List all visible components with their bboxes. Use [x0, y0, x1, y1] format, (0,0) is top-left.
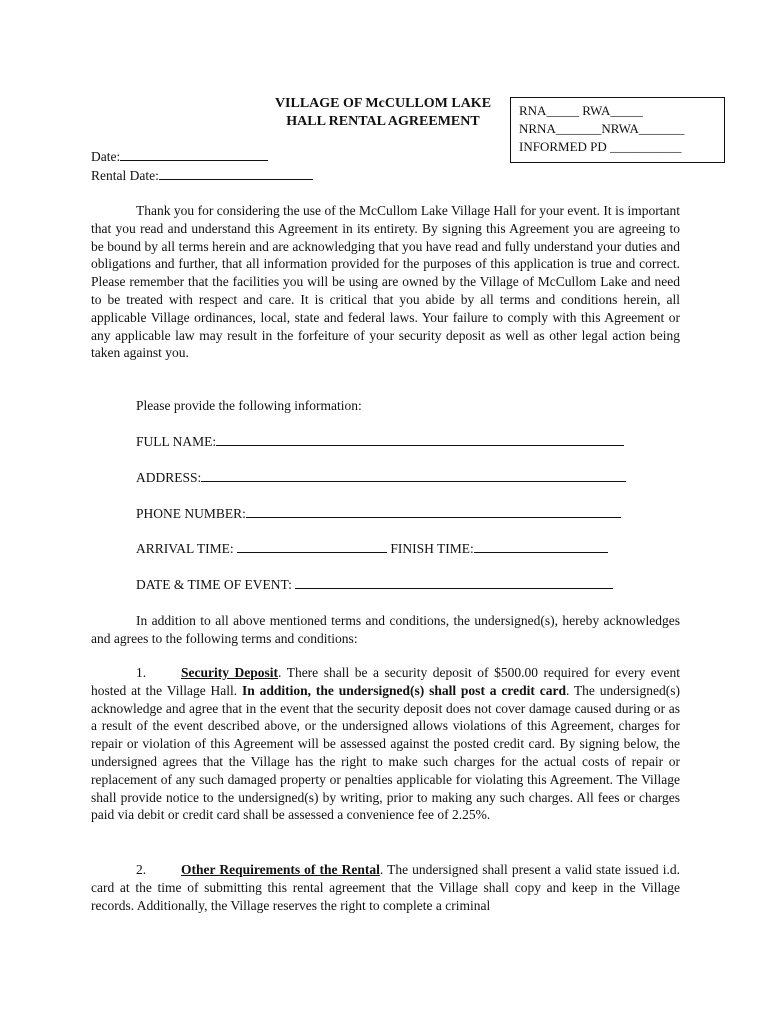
office-use-line-3: INFORMED PD ___________	[519, 139, 682, 154]
event-blank[interactable]	[295, 576, 613, 589]
finish-blank[interactable]	[474, 540, 608, 553]
full-name-label: FULL NAME:	[136, 434, 217, 449]
rental-date-field	[91, 166, 313, 185]
date-fields	[91, 147, 313, 185]
document-title	[255, 95, 511, 131]
term-1-text-b: . The undersigned(s) acknowledge and agree that in the event that the security deposit does not cover damage caused during or as a result of the event described above, or the undersigned allows violations of this Agreement, charges for repair or violation of this Agreement will be assessed against the posted credit card. By signing below, the undersigned agrees that the Village has the right to make such charges for the actual costs of repair or replacement of any such damaged property or penalties applicable for violating this Agreement. The Village shall provide notice to the undersigned(s) by writing, prior to making any such charges. All fees or charges paid via debit or credit card shall be assessed a convenience fee of 2.25%.	[91, 682, 680, 823]
full-name-field	[136, 433, 624, 450]
phone-field	[136, 505, 621, 522]
full-name-blank[interactable]	[216, 433, 624, 446]
intro-paragraph: Thank you for considering the use of the McCullom Lake Village Hall for your event. It is important that you read and understand this Agreement in its entirety. By signing this Agreement you are agreeing to be bound by all terms herein and are acknowledging that you have read and fully understand your duties and obligations and further, that all information provided for the purposes of this application is true and correct. Please remember that the facilities you will be using are owned by the Village of McCullom Lake and need to be treated with respect and care. It is critical that you abide by all terms and conditions herein, all applicable Village ordinances, local, state and federal laws. Your failure to comply with this Agreement or any applicable law may result in the forfeiture of your security deposit as well as other legal action being taken against you.	[91, 203, 680, 361]
office-use-line-1: RNA_____ RWA_____	[519, 103, 643, 118]
rental-date-label: Rental Date:	[91, 168, 159, 183]
time-fields	[136, 540, 608, 557]
arrival-label: ARRIVAL TIME:	[136, 541, 238, 556]
title-line-2: HALL RENTAL AGREEMENT	[286, 114, 480, 129]
term-2-text: . The undersigned shall present a valid state issued i.d. card at the time of submitting this rental agreement that the Village shall copy and keep in the Village records. Additionally, the Village reserves the right to complete a criminal	[91, 862, 681, 913]
rental-date-blank[interactable]	[159, 167, 313, 180]
event-label: DATE & TIME OF EVENT:	[136, 577, 296, 592]
term-1-bold: In addition, the undersigned(s) shall post a credit card	[242, 682, 566, 698]
term-1-text-a: . There shall be a security deposit of $500.00 required for every event hosted at the Village Hall.	[91, 665, 680, 698]
term-security-deposit	[91, 664, 680, 824]
info-prompt: Please provide the following information:	[136, 398, 362, 413]
event-field	[136, 576, 613, 593]
address-field	[136, 469, 626, 486]
finish-label: FINISH TIME:	[387, 541, 474, 556]
address-blank[interactable]	[201, 469, 626, 482]
address-label: ADDRESS:	[136, 470, 202, 485]
term-2-number: 2.	[136, 862, 147, 877]
terms-intro: In addition to all above mentioned terms and conditions, the undersigned(s), hereby acknowledges and agrees to the following terms and conditions:	[91, 613, 680, 646]
phone-blank[interactable]	[246, 505, 621, 518]
arrival-blank[interactable]	[237, 540, 387, 553]
office-use-line-2: NRNA_______NRWA_______	[519, 121, 685, 136]
phone-label: PHONE NUMBER:	[136, 506, 246, 521]
term-other-requirements	[91, 861, 680, 914]
date-label: Date:	[91, 149, 121, 164]
office-use-box	[510, 97, 725, 163]
term-1-heading: Security Deposit	[181, 665, 279, 680]
date-field	[91, 147, 313, 166]
term-1-number: 1.	[136, 665, 147, 680]
date-blank[interactable]	[120, 148, 268, 161]
title-line-1: VILLAGE OF McCULLOM LAKE	[274, 96, 492, 111]
term-2-heading: Other Requirements of the Rental	[181, 862, 380, 877]
